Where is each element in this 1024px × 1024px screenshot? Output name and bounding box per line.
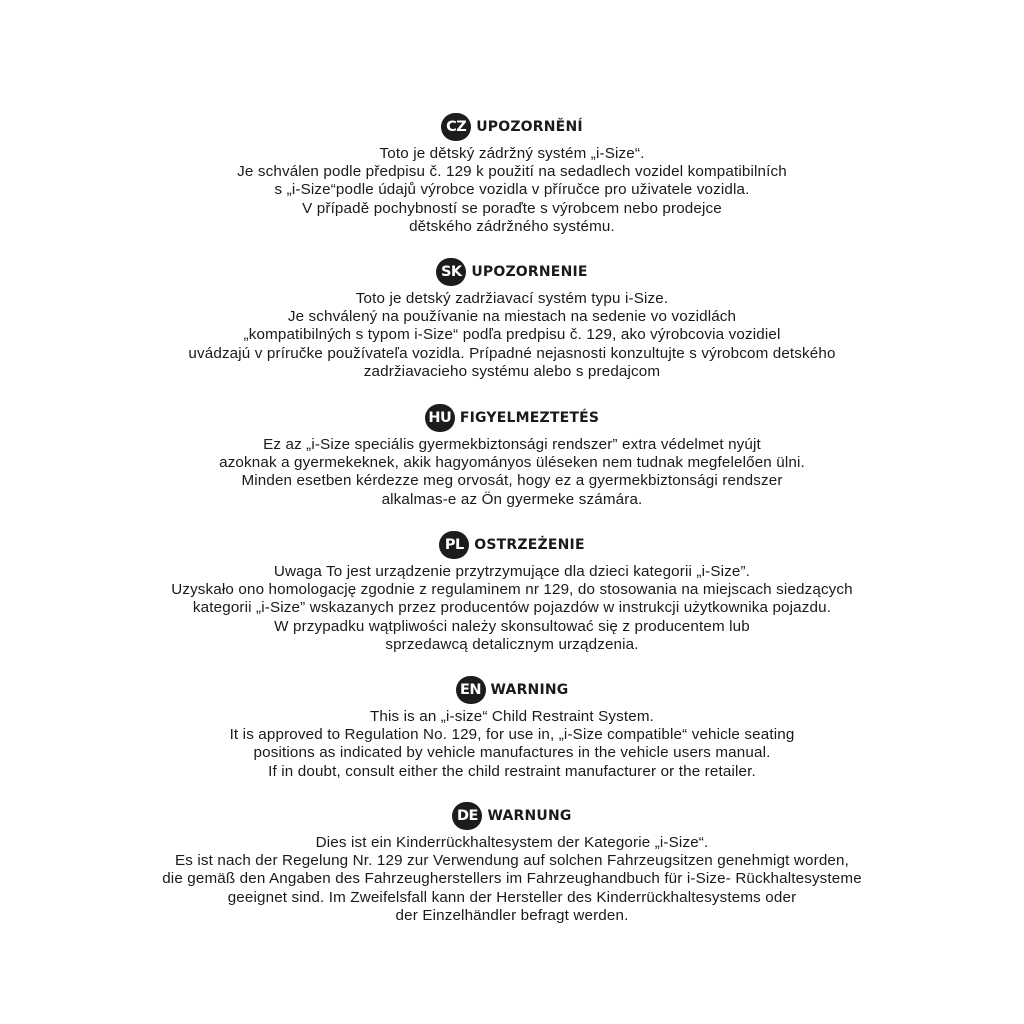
body-line: dětského zádržného systému.: [409, 217, 615, 235]
body-line: der Einzelhändler befragt werden.: [395, 906, 629, 924]
language-badge-sk: SK: [436, 258, 466, 286]
body-line: sprzedawcą detalicznym urządzenia.: [385, 635, 639, 653]
section-pl: [0, 531, 1024, 654]
body-line: positions as indicated by vehicle manufactures in the vehicle users manual.: [253, 744, 771, 762]
body-line: This is an „i-size“ Child Restraint System.: [369, 708, 655, 725]
language-badge-de: DE: [452, 802, 482, 830]
section-heading: [0, 113, 1024, 141]
section-title: UPOZORNENIE: [471, 264, 588, 280]
body-line: alkalmas-e az Ön gyermeke számára.: [381, 490, 643, 508]
body-line: s „i-Size“podle údajů výrobce vozidla v příručce pro uživatele vozidla.: [274, 181, 750, 199]
section-title: UPOZORNĚNÍ: [476, 119, 583, 135]
body-line: die gemäß den Angaben des Fahrzeugherstellers im Fahrzeughandbuch für i-Size- Rückhaltesysteme: [162, 870, 862, 888]
body-line: Toto je detský zadržiavací systém typu i-Size.: [355, 290, 669, 307]
section-heading: [0, 676, 1024, 704]
section-heading: [0, 258, 1024, 286]
body-line: Uzyskało ono homologację zgodnie z regulaminem nr 129, do stosowania na miejscach siedzących: [171, 581, 853, 599]
body-line: Uwaga To jest urządzenie przytrzymujące dla dzieci kategorii „i-Size”.: [273, 563, 751, 580]
body-line: geeignet sind. Im Zweifelsfall kann der Hersteller des Kinderrückhaltesystems oder: [227, 888, 797, 906]
section-title: WARNUNG: [487, 808, 572, 824]
body-line: Es ist nach der Regelung Nr. 129 zur Verwendung auf solchen Fahrzeugsitzen genehmigt worden,: [174, 852, 849, 870]
body-line: zadržiavacieho systému alebo s predajcom: [363, 362, 661, 380]
language-badge-cz: CZ: [441, 113, 471, 141]
section-sk: [0, 258, 1024, 381]
body-line: If in doubt, consult either the child restraint manufacturer or the retailer.: [268, 762, 756, 780]
language-badge-en: EN: [456, 676, 486, 704]
section-en: [0, 676, 1024, 781]
section-title: WARNING: [490, 682, 569, 698]
body-line: „kompatibilných s typom i-Size“ podľa predpisu č. 129, ako výrobcovia vozidiel: [243, 326, 781, 344]
section-title: OSTRZEŻENIE: [474, 537, 585, 553]
section-de: [0, 802, 1024, 925]
section-title: FIGYELMEZTETÉS: [459, 410, 600, 426]
body-line: It is approved to Regulation No. 129, for use in, „i-Size compatible“ vehicle seating: [229, 726, 795, 744]
body-line: Dies ist ein Kinderrückhaltesystem der Kategorie „i-Size“.: [315, 834, 709, 851]
section-heading: [0, 531, 1024, 559]
section-heading: [0, 404, 1024, 432]
body-line: uvádzajú v príručke používateľa vozidla. Prípadné nejasnosti konzultujte s výrobcom detského: [188, 344, 836, 362]
section-hu: [0, 404, 1024, 509]
body-line: kategorii „i-Size” wskazanych przez producentów pojazdów w instrukcji użytkownika pojazdu.: [192, 599, 832, 617]
body-line: Je schválen podle předpisu č. 129 k použití na sedadlech vozidel kompatibilních: [237, 163, 787, 181]
body-line: Je schválený na používanie na miestach na sedenie vo vozidlách: [287, 308, 737, 326]
section-cz: [0, 113, 1024, 236]
body-line: Toto je dětský zádržný systém „i-Size“.: [379, 145, 645, 162]
language-badge-pl: PL: [439, 531, 469, 559]
section-heading: [0, 802, 1024, 830]
body-line: azoknak a gyermekeknek, akik hagyományos üléseken nem tudnak megfelelően ülni.: [219, 454, 805, 472]
body-line: Minden esetben kérdezze meg orvosát, hogy ez a gyermekbiztonsági rendszer: [241, 472, 783, 490]
body-line: Ez az „i-Size speciális gyermekbiztonsági rendszer” extra védelmet nyújt: [263, 436, 761, 453]
body-line: W przypadku wątpliwości należy skonsultować się z producentem lub: [274, 617, 750, 635]
language-badge-hu: HU: [425, 404, 455, 432]
body-line: V případě pochybností se poraďte s výrobcem nebo prodejce: [302, 199, 722, 217]
